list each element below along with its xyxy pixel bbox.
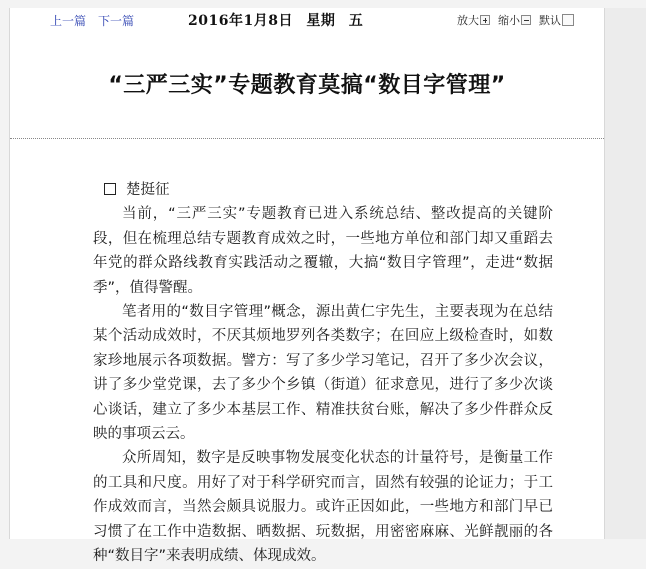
- zoom-out-label: 缩小: [498, 14, 520, 27]
- minus-icon[interactable]: [521, 15, 531, 25]
- article-page: [9, 8, 605, 565]
- title-divider: [10, 138, 604, 139]
- zoom-out-button[interactable]: [498, 12, 531, 28]
- zoom-in-button[interactable]: [457, 12, 490, 28]
- next-article-link[interactable]: 下一篇: [98, 14, 135, 28]
- zoom-reset-label: 默认: [539, 14, 561, 27]
- prev-article-link[interactable]: 上一篇: [50, 14, 87, 28]
- author-line: [104, 178, 553, 202]
- issue-date: [188, 10, 371, 30]
- top-toolbar: [10, 8, 604, 32]
- article-body: [93, 178, 553, 569]
- paragraph: 当前，“三严三实”专题教育已进入系统总结、整改提高的关键阶段，但在梳理总结专题教育成效之时，一些地方单位和部门却又重蹈去年党的群众路线教育实践活动之覆辙，大搞“数目字管理”，走进“数据季”，值得警醒。: [93, 206, 553, 296]
- reset-icon[interactable]: [562, 14, 574, 26]
- plus-icon[interactable]: [480, 15, 490, 25]
- author-square-icon: [104, 183, 116, 195]
- author-name: 楚挺征: [126, 182, 170, 198]
- paragraph: 众所周知，数字是反映事物发展变化状态的计量符号，是衡量工作的工具和尺度。用好了对于科学研究而言，固然有较强的论证力；于工作成效而言，当然会颇具说服力。或许正因如此，一些地方和部门早已习惯了在工作中造数据、晒数据、玩数据，用密密麻麻、光鲜靓丽的各种“数目字”来表明成绩、体现成效。: [93, 450, 553, 565]
- weekday-value: 五: [348, 13, 364, 29]
- article-title: “三严三实”专题教育莫搞“数目字管理”: [108, 73, 506, 98]
- zoom-reset-button[interactable]: [539, 12, 574, 28]
- date-text: 2016年1月8日: [188, 13, 293, 29]
- window-gutter: [605, 8, 646, 539]
- zoom-in-label: 放大: [457, 14, 479, 27]
- zoom-controls: [449, 12, 574, 28]
- paragraph: 笔者用的“数目字管理”概念，源出黄仁宇先生，主要表现为在总结某个活动成效时，不厌其烦地罗列各类数字；在回应上级检查时，如数家珍地展示各项数据。譬方：写了多少学习笔记，召开了多少次会议，讲了多少堂党课，去了多少个乡镇（街道）征求意见，进行了多少次谈心谈话，建立了多少本基层工作、精准扶贫台账，解决了多少件群众反映的事项云云。: [93, 304, 553, 443]
- weekday-label: 星期: [306, 13, 336, 29]
